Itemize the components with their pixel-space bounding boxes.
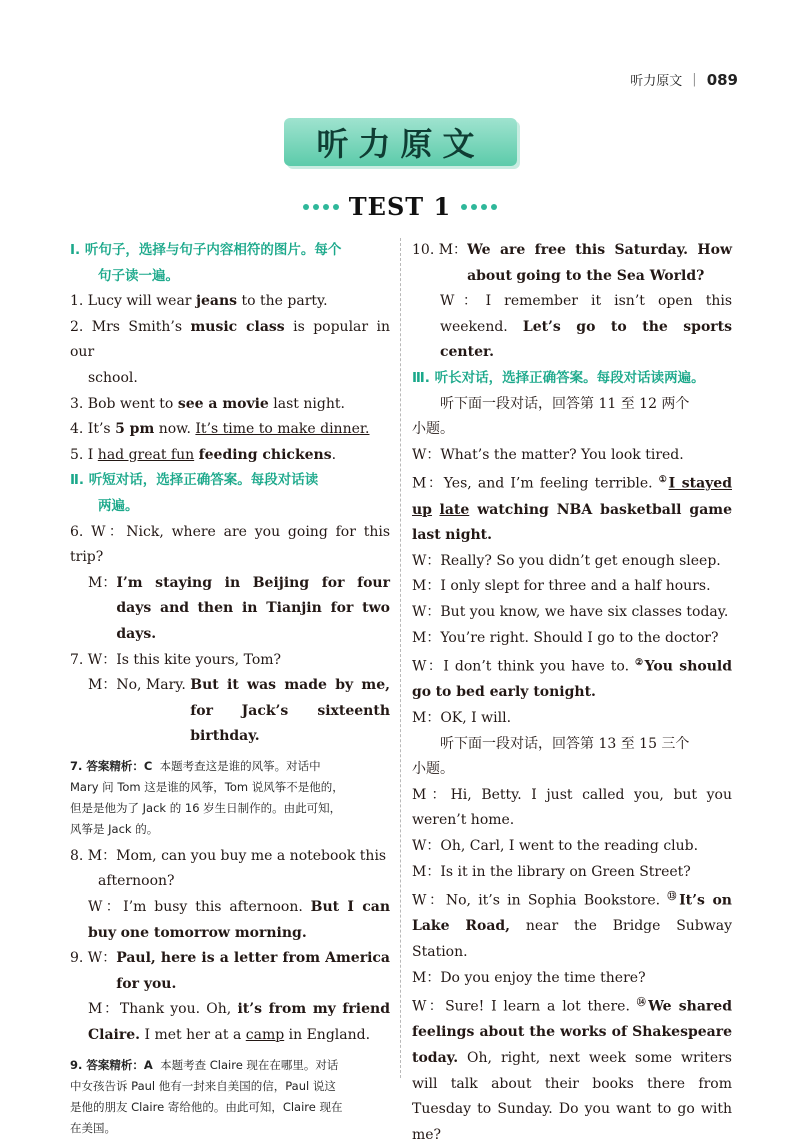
q3-text-c: last night.: [268, 395, 345, 412]
q3-keyword: see a movie: [177, 395, 269, 412]
q2-text-c: is popular in our: [70, 318, 390, 361]
q7-w-line: 7. W：Is this kite yours, Tom?: [70, 651, 282, 668]
dialogue2-line: M：Do you enjoy the time there?: [412, 969, 646, 986]
q9-m-text: M：Thank you. Oh,: [88, 1001, 238, 1018]
d2-text-4: near the Bridge Subway Station.: [412, 918, 733, 960]
d1-answer-3: watching NBA basketball game last: [412, 501, 733, 544]
note9-line2: 中女孩告诉 Paul 他有一封来自美国的信，Paul 说这: [70, 1078, 336, 1093]
q5-underlined: had great fun: [97, 446, 195, 463]
d2-text-5: W：Sure! I learn a lot there.: [412, 998, 637, 1015]
d1-answer-5: You should go: [412, 658, 732, 701]
section-heading-3: [412, 366, 732, 392]
d1-answer-6: to bed early tonight.: [435, 684, 596, 701]
q4-text-a: 4. It’s: [70, 421, 116, 438]
q9-w-line: [70, 946, 390, 997]
answer-marker-12: ②: [635, 658, 645, 669]
q8-m-line: 8. M：Mom, can you buy me a notebook this: [70, 847, 387, 864]
note9-line1: 本题考查 Claire 现在在哪里。对话: [160, 1057, 339, 1072]
note7-line1: 本题考查这是谁的风筝。对话中: [159, 758, 321, 773]
d1-answer: I stayed up: [412, 476, 732, 518]
q8-w-line: [70, 895, 390, 946]
intro2-line2: 小题。: [412, 761, 454, 778]
q7-m-answer: But it was made by me, for: [190, 677, 390, 719]
dialogue1-line: W：Really? So you didn’t get enough sleep.: [412, 552, 721, 569]
page-header: [630, 70, 738, 89]
header-section: 听力原文: [630, 74, 683, 89]
q9-m-text-3: in England.: [284, 1027, 371, 1044]
question-4: [70, 417, 390, 443]
q9-m-line: [70, 997, 390, 1048]
note7-label: 7. 答案精析：C: [70, 758, 153, 773]
intro1-line1: 听下面一段对话，回答第 11 至 12 两个: [440, 395, 690, 412]
answer-note-7: [70, 756, 390, 840]
dialogue2-line: [412, 991, 732, 1148]
q5-keyword: feeding chickens: [198, 446, 332, 463]
q8-w-text: W：I’m busy this afternoon.: [88, 899, 311, 916]
q4-underlined: It’s time to make dinner.: [195, 421, 370, 438]
note9-label: 9. 答案精析：A: [70, 1057, 153, 1072]
q8-w-answer: But I can buy: [88, 899, 390, 941]
dialogue2-line: M：Is it in the library on Green Street?: [412, 863, 691, 880]
intro2-line1: 听下面一段对话，回答第 13 至 15 三个: [440, 735, 690, 752]
q4-text-c: now.: [154, 421, 196, 438]
q10-m-answer-2: going to the Sea World?: [516, 267, 705, 284]
section-banner: 听力原文: [284, 118, 517, 166]
q5-period: .: [331, 446, 337, 463]
d2-text-8: Tuesday to Sunday. Do you want to go: [412, 1101, 695, 1118]
q9-m-text-2: I met her at a: [140, 1027, 246, 1044]
section-heading-2-line1: Ⅱ. 听短对话，选择正确答案。每段对话读: [70, 472, 319, 489]
d2-text-9: with me?: [412, 1101, 733, 1143]
q10-w-answer: Let’s go to the sports center.: [440, 318, 733, 361]
dialogue-2-intro: [412, 732, 732, 783]
dialogue2-line: [412, 885, 732, 965]
dialogue1-line: W：But you know, we have six classes today.: [412, 603, 729, 620]
d2-text-7: will talk about their books there from: [412, 1075, 732, 1092]
q8-w-answer-2: one tomorrow morning.: [120, 924, 307, 941]
test-heading: [0, 192, 800, 221]
d2-answer-3: We shared: [648, 998, 732, 1015]
question-3: [70, 392, 390, 418]
right-column: [412, 238, 732, 1148]
q10-w-line: [412, 289, 732, 366]
section-heading-3-line1: Ⅲ. 听长对话，选择正确答案。每段对话读两遍。: [412, 369, 705, 386]
section-heading-2: [70, 468, 390, 519]
q2-text-a: 2. Mrs Smith’s: [70, 318, 191, 335]
section-heading-1: [70, 238, 390, 289]
q4-keyword: 5 pm: [115, 421, 155, 438]
left-dots-decoration: [303, 204, 339, 210]
note7-line3: 但是是他为了 Jack 的 16 岁生日制作的。由此可知，: [70, 800, 342, 815]
q9-w-answer: Paul, here is a letter from America: [116, 950, 390, 967]
answer-marker-11: ①: [658, 475, 669, 486]
q6-w-line: 6. W：Nick, where are you going for this trip?: [70, 523, 390, 566]
q2-text-d: school.: [88, 369, 138, 386]
column-divider: [400, 238, 401, 1078]
dialogue-1-intro: [412, 392, 732, 443]
q6-m-answer: I’m staying in Beijing for four days and: [116, 574, 390, 617]
dialogue1-line: W：What’s the matter? You look tired.: [412, 446, 684, 463]
q6-m-speaker: M：: [88, 574, 117, 591]
question-5: [70, 443, 390, 469]
q8-m-line-2: afternoon?: [98, 873, 175, 890]
note9-line3: 是他的朋友 Claire 寄给他的。由此可知，Claire 现在: [70, 1099, 343, 1114]
intro1-line2: 小题。: [412, 421, 454, 438]
q7-m-speaker: M：No, Mary.: [88, 677, 191, 694]
q9-w-answer-2: for you.: [116, 975, 177, 992]
question-2: [70, 315, 390, 366]
section-heading-1-line1: Ⅰ. 听句子，选择与句子内容相符的图片。每个: [70, 242, 342, 258]
dialogue1-line: M：OK, I will.: [412, 710, 512, 726]
dialogue1-line: [412, 468, 732, 548]
q9-m-answer-2: Claire.: [88, 1027, 141, 1044]
header-separator: |: [692, 72, 697, 87]
q7-m-line: [70, 673, 390, 750]
section-heading-1-line2: 句子读一遍。: [98, 267, 179, 284]
q1-keyword: jeans: [195, 293, 238, 310]
q1-text-a: 1. Lucy will wear: [70, 293, 196, 310]
q2-keyword: music class: [190, 318, 285, 335]
q7-m-answer-2: Jack’s sixteenth birthday.: [190, 702, 390, 745]
q9-m-underlined: camp: [245, 1027, 285, 1044]
q10-w-text: W：I remember it isn’t open this weekend.: [440, 293, 732, 335]
d2-answer-5: today.: [412, 1050, 459, 1067]
q6-m-answer-2: then in Tianjin for two days.: [116, 600, 390, 642]
q10-m-answer: We are free this Saturday. How about: [467, 242, 732, 284]
q5-text-a: 5. I: [70, 446, 98, 463]
note7-line2: Mary 问 Tom 这是谁的风筝，Tom 说风筝不是他的，: [70, 779, 344, 794]
question-1: [70, 289, 390, 315]
q1-text-c: to the party.: [237, 293, 328, 310]
dialogue1-line: M：You’re right. Should I go to the doctor?: [412, 629, 719, 646]
d1-text-2: W：I don’t think you have to.: [412, 658, 636, 675]
d1-answer-4: night.: [445, 527, 493, 544]
dialogue2-line: [412, 783, 732, 834]
section-heading-2-line2: 两遍。: [98, 497, 139, 514]
dialogue2-line: W：Oh, Carl, I went to the reading club.: [412, 837, 699, 854]
d2-text-3: W：No, it’s in Sophia Bookstore.: [412, 892, 668, 909]
note9-line4: 在美国。: [70, 1120, 116, 1135]
page-number: 089: [706, 70, 738, 89]
answer-marker-14: ⑭: [636, 998, 649, 1009]
q10-m-line: [412, 238, 732, 289]
d2-answer: It’s on Lake: [412, 892, 732, 935]
q3-text-a: 3. Bob went to: [70, 395, 178, 412]
test-title: TEST 1: [348, 192, 452, 221]
d2-text-2: home.: [470, 812, 515, 829]
d2-answer-4: feelings about the works of Shakespeare: [412, 1024, 732, 1041]
right-dots-decoration: [461, 204, 497, 210]
dialogue1-line: M：I only slept for three and a half hours.: [412, 578, 711, 595]
q10-m-speaker: 10. M：: [412, 242, 468, 258]
answer-marker-13: ⑬: [667, 892, 680, 903]
q9-m-answer: it’s from my friend: [237, 1001, 390, 1018]
d1-answer-2: late: [439, 501, 470, 518]
d2-text-6: Oh, right, next week some writers: [458, 1050, 732, 1067]
d2-answer-2: Road,: [465, 918, 511, 935]
dialogue1-line: [412, 651, 732, 706]
note7-line4: 风筝是 Jack 的。: [70, 821, 159, 836]
d2-text: M：Hi, Betty. I just called you, but you weren’t: [412, 786, 732, 829]
q6-m-line: [70, 571, 390, 648]
answer-note-9: [70, 1055, 390, 1139]
q9-w-speaker: 9. W：: [70, 950, 117, 967]
d1-text: M：Yes, and I’m feeling terrible.: [412, 476, 659, 492]
left-column: [70, 238, 390, 1143]
